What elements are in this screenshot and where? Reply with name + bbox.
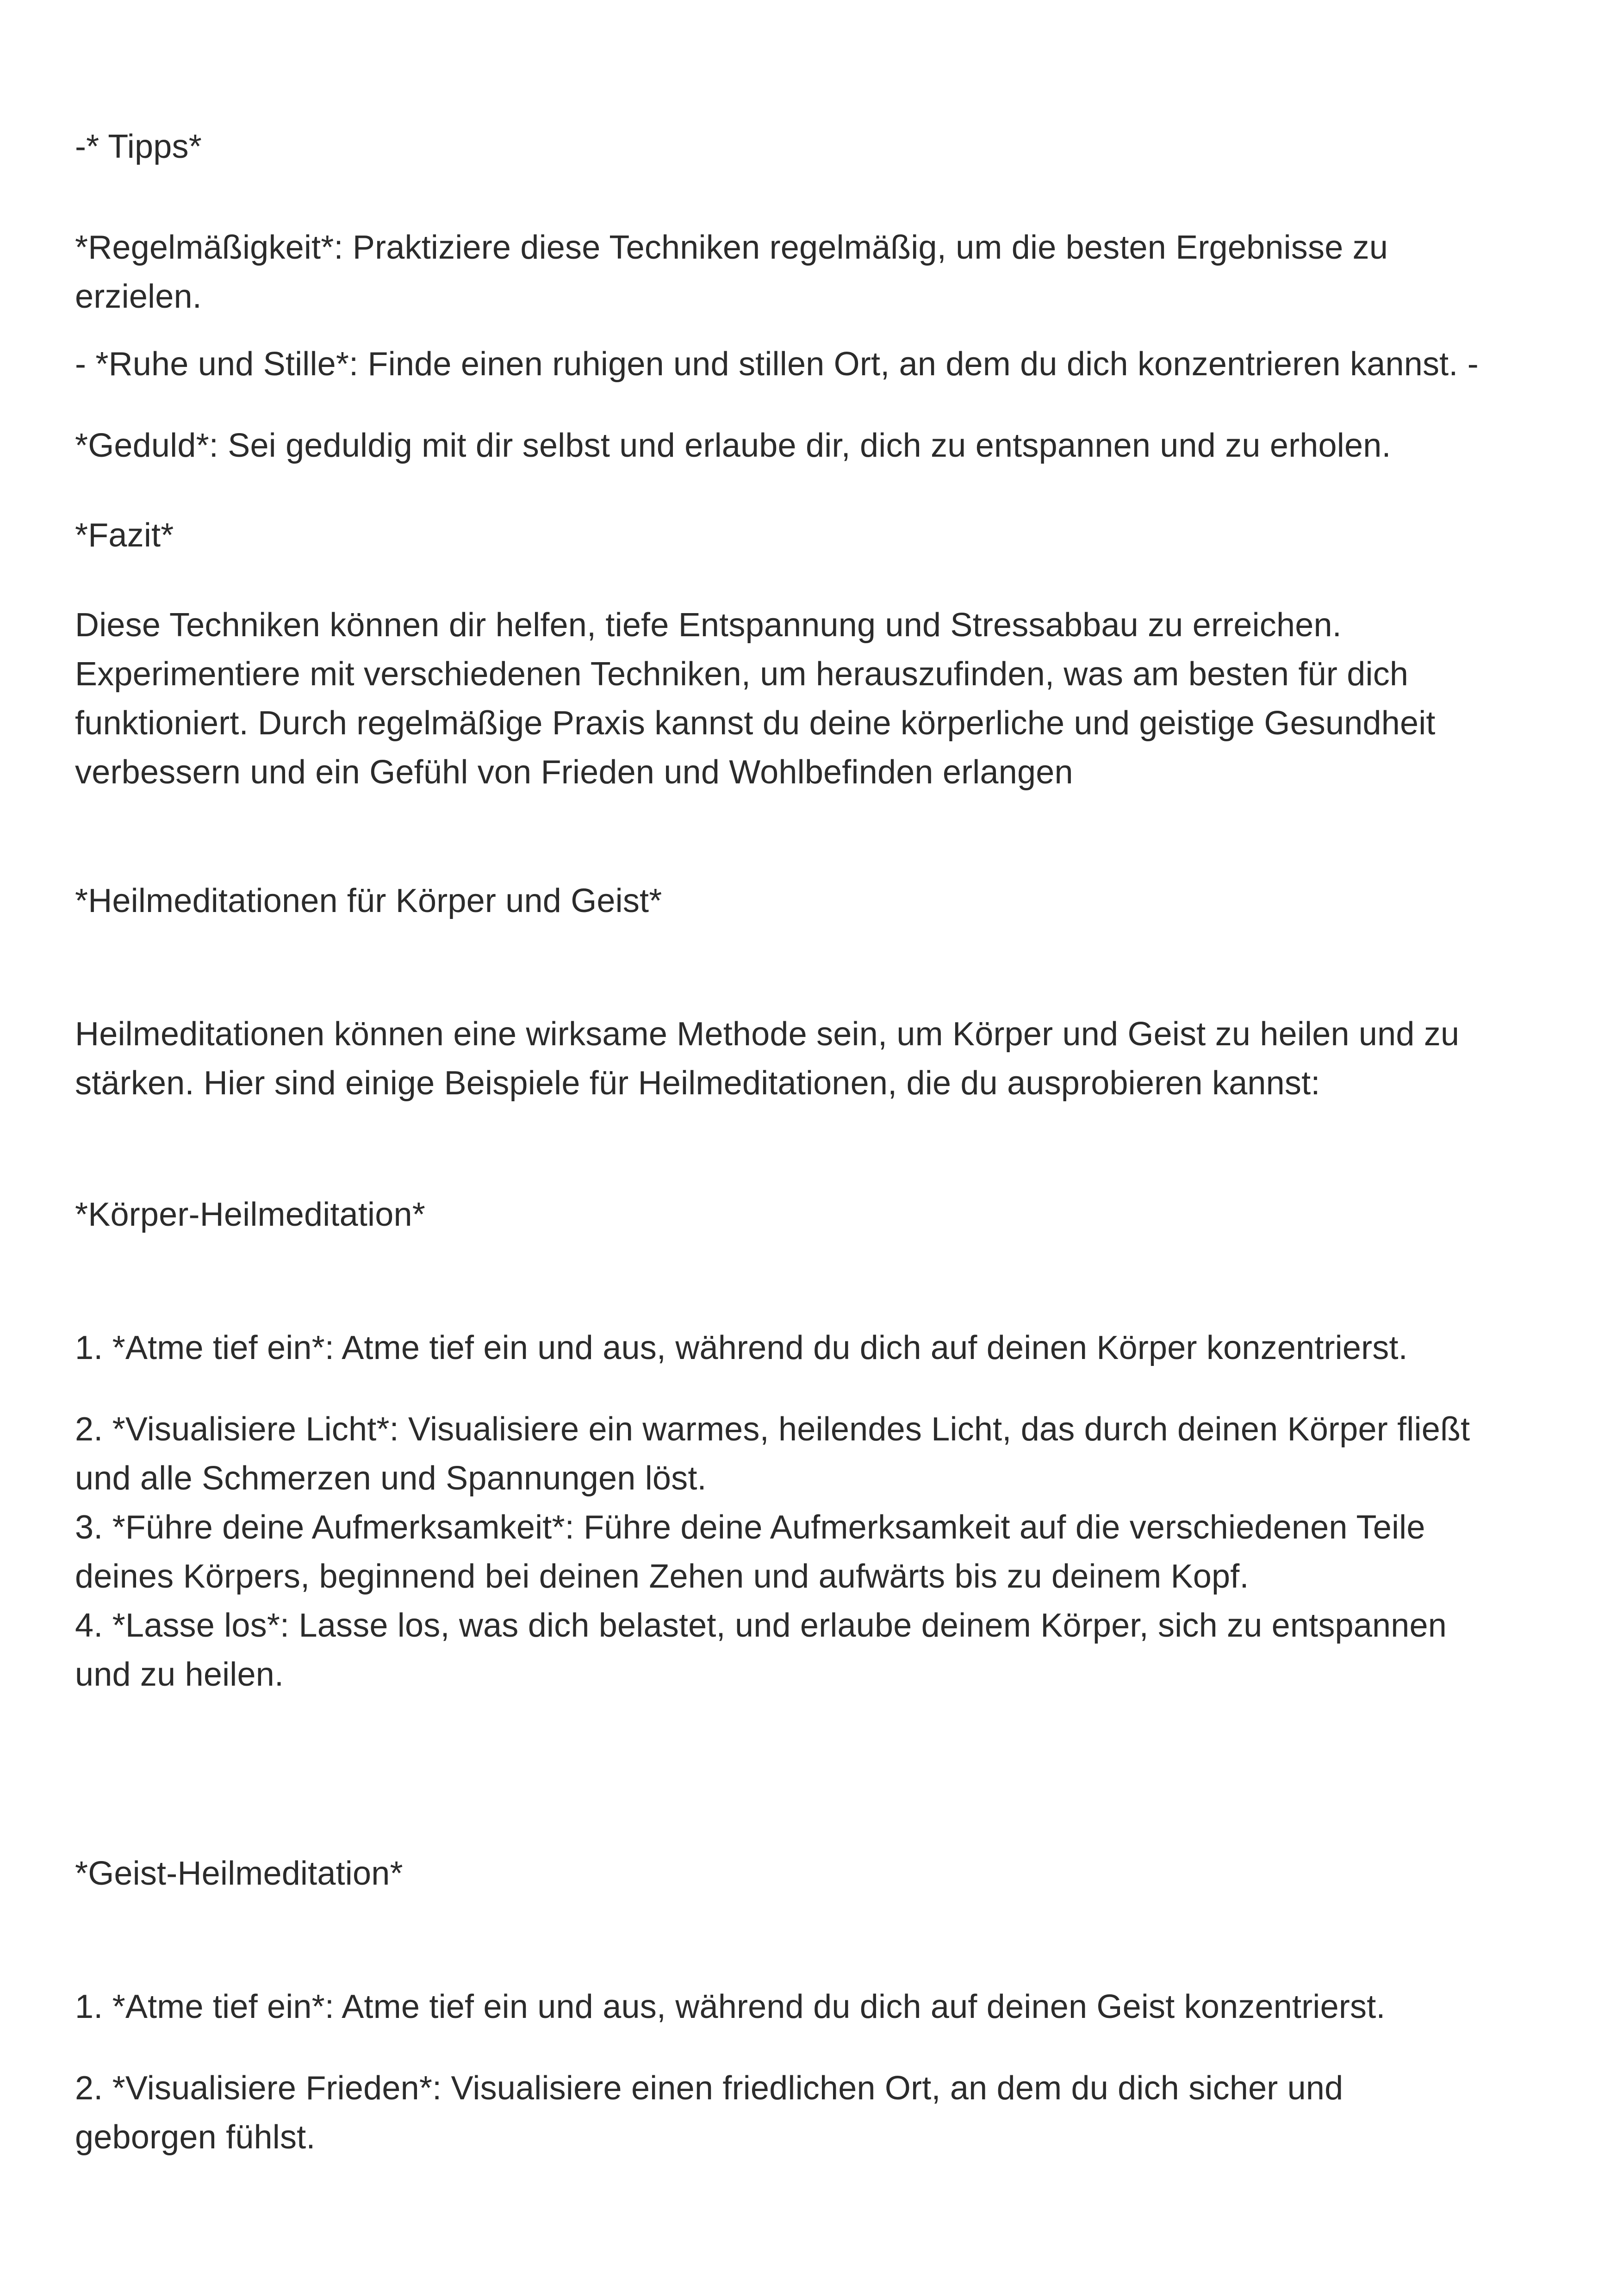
tip-regelmaessigkeit-line-1: *Regelmäßigkeit*: Praktiziere diese Techniken regelmäßig, um die besten Ergebnisse zu <box>75 229 1388 266</box>
koerper-step-3-line-2: deines Körpers, beginnend bei deinen Zehen und aufwärts bis zu deinem Kopf. <box>75 1558 1249 1595</box>
koerper-step-2-line-2: und alle Schmerzen und Spannungen löst. <box>75 1460 707 1497</box>
heilmeditationen-heading: *Heilmeditationen für Körper und Geist* <box>75 882 662 919</box>
koerper-step-1: 1. *Atme tief ein*: Atme tief ein und aus, während du dich auf deinen Körper konzentrierst. <box>75 1329 1408 1366</box>
koerper-step-2-line-1: 2. *Visualisiere Licht*: Visualisiere ein warmes, heilendes Licht, das durch deinen Körper fließt <box>75 1411 1470 1448</box>
koerper-step-4-line-2: und zu heilen. <box>75 1656 284 1693</box>
tips-heading: -* Tipps* <box>75 128 202 165</box>
geist-step-2-line-2: geborgen fühlst. <box>75 2119 316 2156</box>
geist-heilmeditation-heading: *Geist-Heilmeditation* <box>75 1855 403 1892</box>
heilmeditationen-intro-line-1: Heilmeditationen können eine wirksame Methode sein, um Körper und Geist zu heilen und zu <box>75 1016 1460 1053</box>
tip-regelmaessigkeit-line-2: erzielen. <box>75 278 202 315</box>
fazit-line-3: funktioniert. Durch regelmäßige Praxis kannst du deine körperliche und geistige Gesundheit <box>75 705 1436 742</box>
koerper-step-3-line-1: 3. *Führe deine Aufmerksamkeit*: Führe deine Aufmerksamkeit auf die verschiedenen Teile <box>75 1509 1425 1546</box>
geist-step-2-line-1: 2. *Visualisiere Frieden*: Visualisiere einen friedlichen Ort, an dem du dich sicher und <box>75 2070 1343 2107</box>
tip-ruhe: - *Ruhe und Stille*: Finde einen ruhigen und stillen Ort, an dem du dich konzentrieren kannst. - <box>75 346 1479 383</box>
fazit-line-2: Experimentiere mit verschiedenen Techniken, um herauszufinden, was am besten für dich <box>75 656 1409 693</box>
tip-geduld: *Geduld*: Sei geduldig mit dir selbst und erlaube dir, dich zu entspannen und zu erholen. <box>75 427 1391 464</box>
koerper-heilmeditation-heading: *Körper-Heilmeditation* <box>75 1196 425 1233</box>
fazit-heading: *Fazit* <box>75 517 174 554</box>
koerper-step-4-line-1: 4. *Lasse los*: Lasse los, was dich belastet, und erlaube deinem Körper, sich zu entspannen <box>75 1607 1447 1644</box>
fazit-line-4: verbessern und ein Gefühl von Frieden und Wohlbefinden erlangen <box>75 754 1073 791</box>
fazit-line-1: Diese Techniken können dir helfen, tiefe Entspannung und Stressabbau zu erreichen. <box>75 607 1342 644</box>
geist-step-1: 1. *Atme tief ein*: Atme tief ein und aus, während du dich auf deinen Geist konzentrierst. <box>75 1988 1386 2025</box>
heilmeditationen-intro-line-2: stärken. Hier sind einige Beispiele für Heilmeditationen, die du ausprobieren kannst: <box>75 1065 1320 1102</box>
